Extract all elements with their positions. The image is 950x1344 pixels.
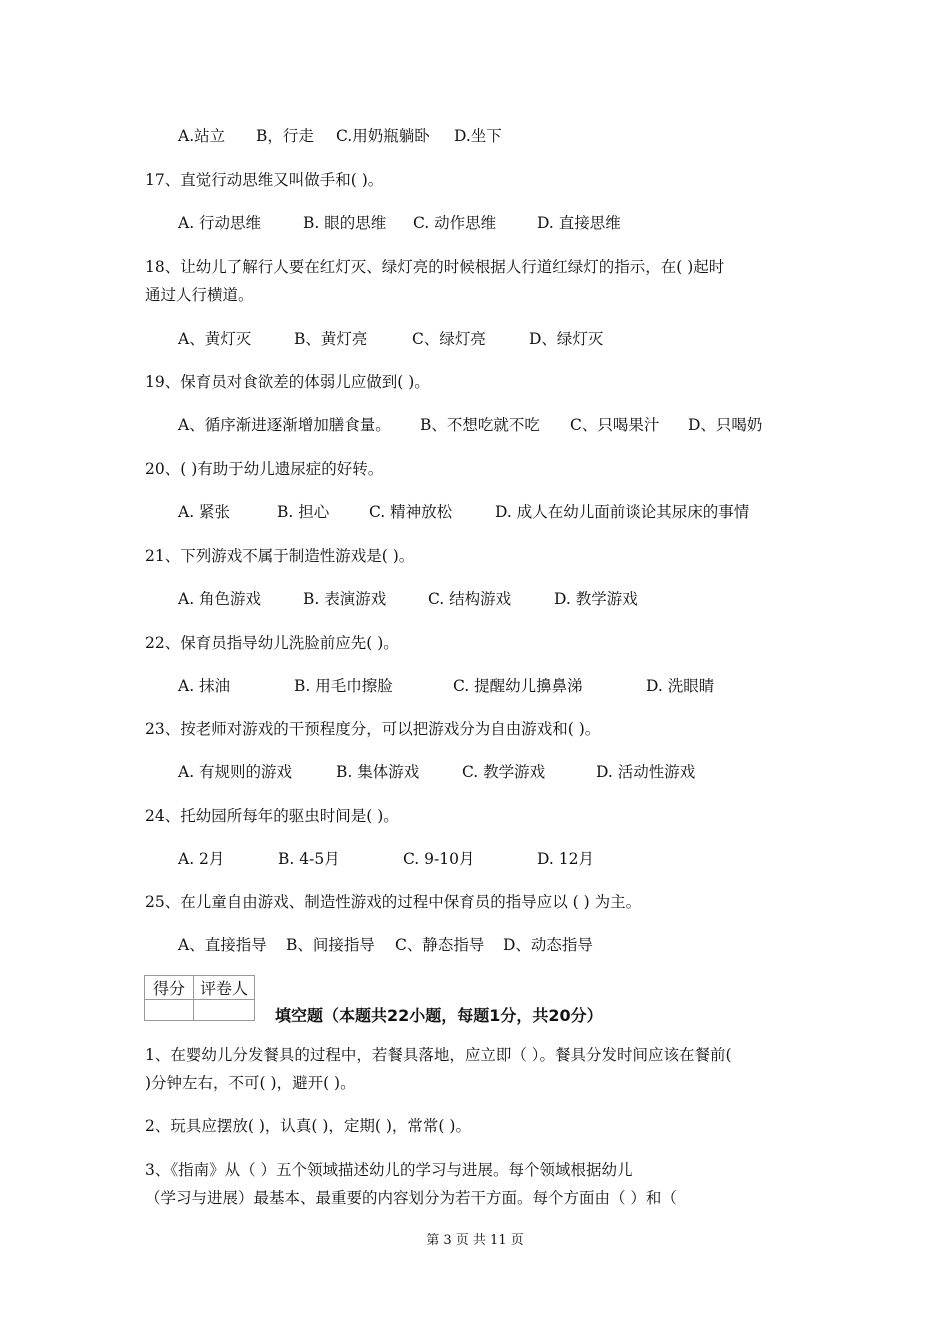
option: C. 提醒幼儿擤鼻涕 [453, 677, 583, 695]
option: A. 行动思维 [178, 214, 262, 232]
q18-options [178, 329, 603, 349]
q21-options [178, 589, 638, 609]
grader-cell [194, 1000, 255, 1021]
option: B. 用毛巾擦脸 [294, 677, 393, 695]
option: D. 直接思维 [537, 214, 621, 232]
q23-stem: 23、按老师对游戏的干预程度分，可以把游戏分为自由游戏和( )。 [145, 720, 601, 738]
option: B. 担心 [277, 503, 330, 521]
q20-stem: 20、( )有助于幼儿遗尿症的好转。 [145, 460, 384, 478]
q23-options [178, 762, 695, 782]
option: C. 9-10月 [403, 850, 475, 868]
option: B、间接指导 [286, 936, 375, 954]
option: D、绿灯灭 [529, 330, 604, 348]
option: C、静态指导 [395, 936, 485, 954]
option: B. 表演游戏 [303, 590, 387, 608]
grader-label: 评卷人 [194, 976, 255, 1000]
q18-stem-line2: 通过人行横道。 [145, 286, 254, 304]
option: D. 12月 [537, 850, 594, 868]
option: D. 教学游戏 [554, 590, 638, 608]
option: B，行走 [256, 127, 314, 145]
score-table [144, 975, 255, 1021]
q19-options [178, 415, 762, 435]
option: C. 结构游戏 [428, 590, 512, 608]
option: A、直接指导 [178, 936, 267, 954]
option: C.用奶瓶躺卧 [336, 127, 430, 145]
q25-options [178, 935, 593, 955]
option: A. 2月 [178, 850, 225, 868]
q25-stem: 25、在儿童自由游戏、制造性游戏的过程中保育员的指导应以 ( ) 为主。 [145, 893, 642, 911]
q24-stem: 24、托幼园所每年的驱虫时间是( )。 [145, 807, 399, 825]
option: C、绿灯亮 [412, 330, 486, 348]
option: A. 抹油 [178, 677, 231, 695]
option: D、只喝奶 [688, 416, 763, 434]
option: A、循序渐进逐渐增加膳食量。 [178, 416, 391, 434]
q19-stem: 19、保育员对食欲差的体弱儿应做到( )。 [145, 373, 430, 391]
q22-options [178, 676, 714, 696]
option: D.坐下 [454, 127, 502, 145]
option: D. 洗眼睛 [646, 677, 715, 695]
option: C. 教学游戏 [462, 763, 546, 781]
section-title: 填空题（本题共22小题，每题1分，共20分） [275, 1006, 603, 1025]
q17-options [178, 213, 621, 233]
fill-q1-line2: )分钟左右，不可( )，避开( )。 [145, 1074, 356, 1092]
option: A. 角色游戏 [178, 590, 262, 608]
option: D、动态指导 [503, 936, 593, 954]
option: A.站立 [178, 127, 226, 145]
option: B. 4-5月 [278, 850, 340, 868]
q24-options [178, 849, 594, 869]
option: A. 紧张 [178, 503, 231, 521]
q16-options [178, 126, 502, 146]
option: A. 有规则的游戏 [178, 763, 293, 781]
q18-stem-line1: 18、让幼儿了解行人要在红灯灭、绿灯亮的时候根据人行道红绿灯的指示，在( )起时 [145, 258, 725, 276]
fill-q1-line1: 1、在婴幼儿分发餐具的过程中，若餐具落地，应立即（ ）。餐具分发时间应该在餐前( [145, 1046, 732, 1064]
option: C、只喝果汁 [570, 416, 660, 434]
fill-q2: 2、玩具应摆放( )，认真( )，定期( )，常常( )。 [145, 1117, 471, 1135]
option: B. 眼的思维 [303, 214, 387, 232]
option: B、黄灯亮 [294, 330, 368, 348]
option: C. 动作思维 [413, 214, 497, 232]
option: A、黄灯灭 [178, 330, 252, 348]
option: D. 成人在幼儿面前谈论其尿床的事情 [495, 503, 750, 521]
score-cell [145, 1000, 194, 1021]
option: B、不想吃就不吃 [420, 416, 540, 434]
option: B. 集体游戏 [336, 763, 420, 781]
score-label: 得分 [145, 976, 194, 1000]
q20-options [178, 502, 749, 522]
q22-stem: 22、保育员指导幼儿洗脸前应先( )。 [145, 634, 399, 652]
q17-stem: 17、直觉行动思维又叫做手和( )。 [145, 171, 384, 189]
fill-q3-line1: 3、《指南》从（ ）五个领域描述幼儿的学习与进展。每个领域根据幼儿 [145, 1161, 633, 1179]
page-footer: 第 3 页 共 11 页 [426, 1233, 524, 1248]
fill-q3-line2: （学习与进展）最基本、最重要的内容划分为若干方面。每个方面由（ ）和（ [145, 1189, 677, 1207]
option: D. 活动性游戏 [596, 763, 696, 781]
q21-stem: 21、下列游戏不属于制造性游戏是( )。 [145, 547, 415, 565]
option: C. 精神放松 [369, 503, 453, 521]
